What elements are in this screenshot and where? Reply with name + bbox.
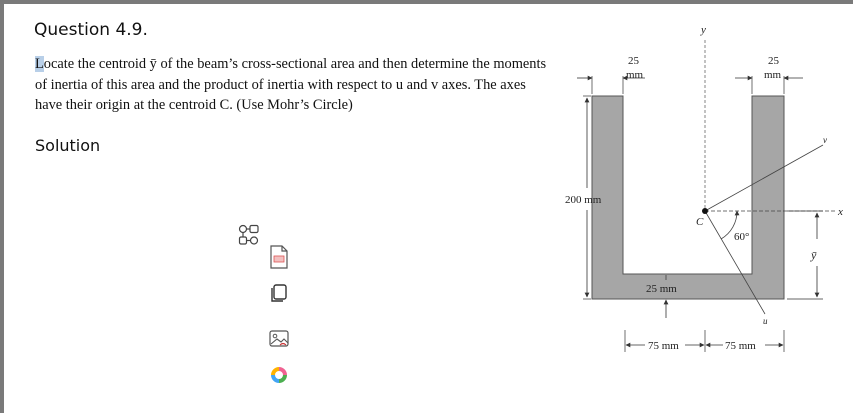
top-left-dim-unit: mm — [626, 69, 644, 81]
angle-label: 60° — [734, 231, 750, 243]
u-axis-label: u — [763, 316, 768, 326]
copy-icon[interactable] — [266, 280, 292, 306]
question-text — [35, 54, 555, 116]
beam-cross-section-figure — [555, 18, 853, 373]
bottom-thickness-label: 25 mm — [646, 283, 677, 295]
top-right-dim-unit: mm — [764, 69, 782, 81]
centroid-point — [702, 208, 708, 214]
image-icon[interactable] — [266, 326, 292, 352]
document-icon[interactable] — [266, 244, 292, 270]
question-title: Question 4.9. — [34, 20, 148, 40]
height-dim-label: 200 mm — [565, 194, 602, 206]
x-axis-label: x — [838, 206, 843, 218]
top-right-dim-value: 25 — [768, 55, 779, 67]
y-axis-label: y — [701, 24, 706, 36]
side-toolbar — [236, 222, 296, 392]
centroid-label: C — [696, 216, 704, 228]
color-circle-icon[interactable] — [266, 362, 292, 388]
v-axis-label: v — [823, 135, 827, 145]
ybar-label: ȳ — [811, 248, 817, 262]
right-width-label: 75 mm — [725, 340, 756, 352]
question-body: ocate the centroid ȳ of the beam’s cross-sectional area and then determine the moments of inertia of this area and the product of inertia with respect to u and v axes. The axes have their origin at the centroid C. (Use Mohr’s Circle) — [35, 56, 547, 113]
left-width-label: 75 mm — [648, 340, 679, 352]
flowchart-icon[interactable] — [236, 222, 262, 248]
solution-heading: Solution — [35, 136, 101, 155]
channel-section — [592, 96, 784, 299]
question-first-letter: L — [35, 56, 44, 72]
top-left-dim-value: 25 — [628, 55, 639, 67]
